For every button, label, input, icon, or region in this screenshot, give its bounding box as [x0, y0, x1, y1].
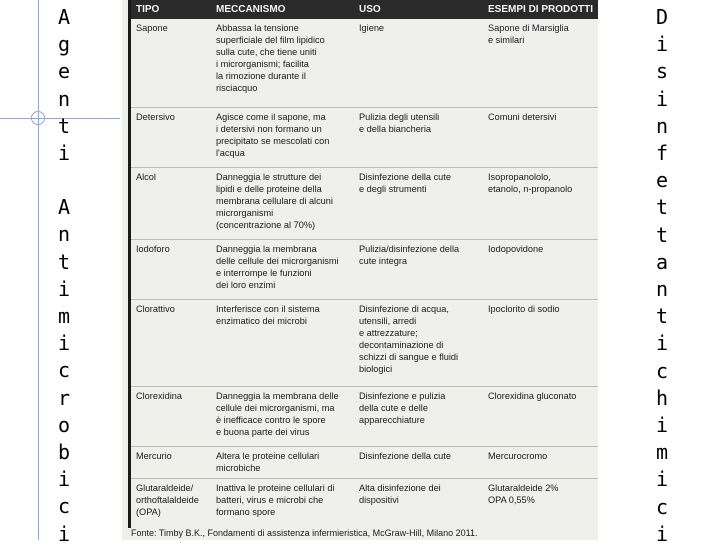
cell-meccanismo: Altera le proteine cellulari microbiche	[216, 451, 320, 473]
cell-meccanismo: Danneggia le strutture dei lipidi e delle proteine della membrana cellulare di alcuni microrganismi (concentrazione al 70%)	[216, 172, 333, 230]
cell-tipo: Clorexidina	[136, 391, 182, 401]
table-row	[131, 299, 598, 387]
cell-meccanismo: Danneggia la membrana delle cellule dei microrganismi, ma è inefficace contro le spore e buona parte dei virus	[216, 391, 339, 437]
cell-esempi: Comuni detersivi	[488, 112, 557, 122]
header-uso: USO	[359, 4, 381, 15]
cell-uso: Disinfezione della cute	[359, 451, 451, 461]
cell-tipo: Sapone	[136, 23, 168, 33]
decor-circle	[31, 111, 45, 125]
cell-uso: Disinfezione di acqua, utensili, arredi e attrezzature; decontaminazione di schizzi di sangue e fluidi biologici	[359, 304, 459, 374]
table-row	[131, 239, 598, 300]
slide-title-left-word-2: Antimicrobici	[58, 195, 71, 546]
cell-tipo: Clorattivo	[136, 304, 175, 314]
table-row	[131, 478, 598, 527]
cell-uso: Alta disinfezione dei dispositivi	[359, 483, 441, 505]
scanned-table	[122, 0, 598, 540]
decor-vertical-line	[38, 0, 39, 540]
cell-tipo: Mercurio	[136, 451, 172, 461]
cell-meccanismo: Interferisce con il sistema enzimatico dei microbi	[216, 304, 320, 326]
cell-meccanismo: Agisce come il sapone, ma i detersivi non formano un precipitato se mescolati con l'acqua	[216, 112, 330, 158]
slide-title-left-word-1: Agenti	[58, 5, 71, 166]
cell-meccanismo: Danneggia la membrana delle cellule dei microrganismi e interrompe le funzioni dei loro enzimi	[216, 244, 339, 290]
cell-uso: Disinfezione e pulizia della cute e delle apparecchiature	[359, 391, 446, 425]
cell-tipo: Detersivo	[136, 112, 175, 122]
table-row	[131, 446, 598, 479]
table-row	[131, 19, 598, 107]
cell-esempi: Glutaraldeide 2% OPA 0,55%	[488, 483, 559, 505]
cell-uso: Pulizia degli utensili e della biancheria	[359, 112, 440, 134]
cell-esempi: Iodopovidone	[488, 244, 544, 254]
cell-esempi: Isopropanololo, etanolo, n-propanolo	[488, 172, 573, 194]
table-row	[131, 386, 598, 447]
cell-esempi: Mercurocromo	[488, 451, 548, 461]
header-esempi: ESEMPI DI PRODOTTI	[488, 4, 594, 15]
cell-meccanismo: Abbassa la tensione superficiale del film lipidico sulla cute, che tiene uniti i microrganismi; facilita la rimozione durante il risciacquo	[216, 23, 325, 93]
cell-meccanismo: Inattiva le proteine cellulari di batteri, virus e microbi che formano spore	[216, 483, 335, 517]
cell-esempi: Sapone di Marsiglia e similari	[488, 23, 569, 45]
cell-uso: Igiene	[359, 23, 385, 33]
cell-esempi: Ipoclorito di sodio	[488, 304, 560, 314]
slide-title-right: Disinfettanti chimici	[656, 5, 669, 546]
source-citation: Fonte: Timby B.K., Fondamenti di assistenza infermieristica, McGraw-Hill, Milano 2011.	[131, 526, 598, 540]
table-row	[131, 167, 598, 240]
slide-title-left	[58, 4, 74, 548]
cell-tipo: Glutaraldeide/ orthoftalaldeide (OPA)	[136, 483, 199, 517]
cell-tipo: Alcol	[136, 172, 156, 182]
table-header	[131, 0, 598, 19]
header-tipo: TIPO	[136, 4, 160, 15]
table-row	[131, 107, 598, 168]
cell-esempi: Clorexidina gluconato	[488, 391, 577, 401]
cell-uso: Disinfezione della cute e degli strumenti	[359, 172, 451, 194]
cell-uso: Pulizia/disinfezione della cute integra	[359, 244, 460, 266]
header-meccanismo: MECCANISMO	[216, 4, 286, 15]
title-gap	[58, 167, 74, 194]
cell-tipo: Iodoforo	[136, 244, 170, 254]
